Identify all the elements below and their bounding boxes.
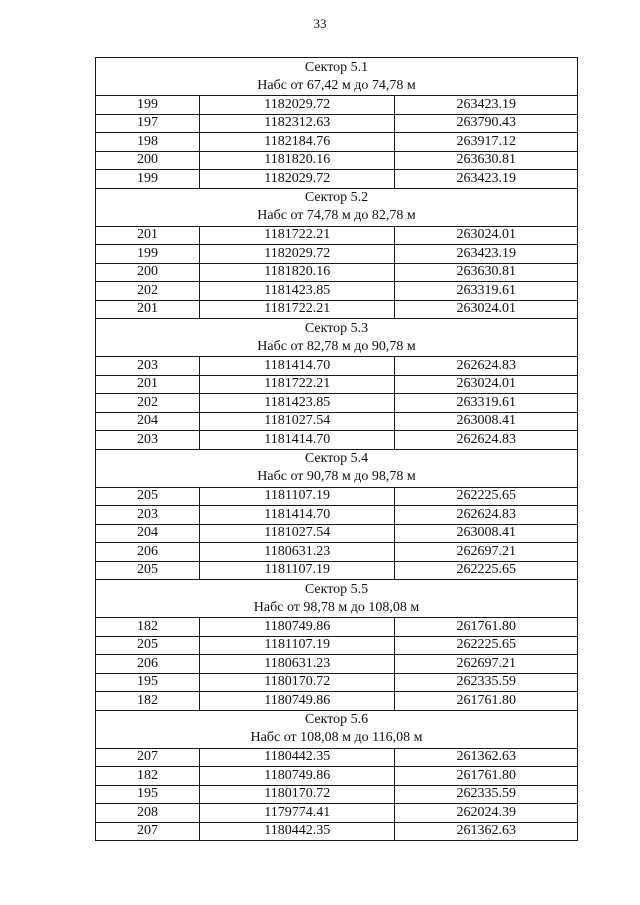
x-coordinate-cell: 1180749.86	[200, 767, 395, 786]
table-row	[96, 226, 578, 245]
sector-name: Сектор 5.5	[304, 581, 369, 597]
point-number-cell: 201	[96, 300, 200, 319]
sector-height-range: Набс от 67,42 м до 74,78 м	[257, 77, 416, 93]
sector-header-row	[96, 188, 578, 226]
y-coordinate-cell: 262624.83	[395, 357, 578, 376]
y-coordinate-cell: 262225.65	[395, 636, 578, 655]
point-number-cell: 195	[96, 785, 200, 804]
x-coordinate-cell: 1182184.76	[200, 133, 395, 152]
x-coordinate-cell: 1181414.70	[200, 506, 395, 525]
x-coordinate-cell: 1180631.23	[200, 655, 395, 674]
y-coordinate-cell: 261761.80	[395, 618, 578, 637]
table-row	[96, 804, 578, 823]
sector-name: Сектор 5.1	[304, 59, 369, 75]
point-number-cell: 203	[96, 431, 200, 450]
x-coordinate-cell: 1180631.23	[200, 543, 395, 562]
point-number-cell: 202	[96, 282, 200, 301]
x-coordinate-cell: 1180749.86	[200, 618, 395, 637]
y-coordinate-cell: 262225.65	[395, 487, 578, 506]
point-number-cell: 204	[96, 412, 200, 431]
sector-name: Сектор 5.2	[304, 190, 369, 205]
table-row	[96, 618, 578, 637]
point-number-cell: 195	[96, 673, 200, 692]
y-coordinate-cell: 262624.83	[395, 506, 578, 525]
sector-header	[96, 580, 578, 618]
y-coordinate-cell: 261362.63	[395, 748, 578, 767]
table-row	[96, 692, 578, 711]
sector-header-row	[96, 710, 578, 748]
point-number-cell: 198	[96, 133, 200, 152]
sector-name: Сектор 5.6	[304, 712, 369, 727]
table-row	[96, 357, 578, 376]
point-number-cell: 197	[96, 114, 200, 133]
point-number-cell: 207	[96, 822, 200, 841]
y-coordinate-cell: 263008.41	[395, 524, 578, 543]
point-number-cell: 207	[96, 748, 200, 767]
y-coordinate-cell: 262624.83	[395, 431, 578, 450]
table-row	[96, 114, 578, 133]
y-coordinate-cell: 261761.80	[395, 767, 578, 786]
x-coordinate-cell: 1181027.54	[200, 524, 395, 543]
table-row	[96, 785, 578, 804]
x-coordinate-cell: 1181107.19	[200, 487, 395, 506]
sector-header-row	[96, 580, 578, 618]
table-row	[96, 561, 578, 580]
y-coordinate-cell: 263790.43	[395, 114, 578, 133]
point-number-cell: 182	[96, 618, 200, 637]
point-number-cell: 208	[96, 804, 200, 823]
x-coordinate-cell: 1181027.54	[200, 412, 395, 431]
x-coordinate-cell: 1180170.72	[200, 673, 395, 692]
point-number-cell: 200	[96, 263, 200, 282]
point-number-cell: 205	[96, 487, 200, 506]
sector-height-range: Набс от 74,78 м до 82,78 м	[257, 208, 416, 223]
sector-name: Сектор 5.4	[304, 451, 369, 466]
table-row	[96, 431, 578, 450]
y-coordinate-cell: 261362.63	[395, 822, 578, 841]
x-coordinate-cell: 1181820.16	[200, 151, 395, 170]
y-coordinate-cell: 263630.81	[395, 263, 578, 282]
x-coordinate-cell: 1181107.19	[200, 636, 395, 655]
sector-header-row	[96, 58, 578, 96]
table-row	[96, 636, 578, 655]
point-number-cell: 200	[96, 151, 200, 170]
x-coordinate-cell: 1180442.35	[200, 748, 395, 767]
x-coordinate-cell: 1181423.85	[200, 282, 395, 301]
y-coordinate-cell: 262335.59	[395, 785, 578, 804]
y-coordinate-cell: 263024.01	[395, 226, 578, 245]
x-coordinate-cell: 1182029.72	[200, 245, 395, 264]
table-row	[96, 655, 578, 674]
y-coordinate-cell: 262024.39	[395, 804, 578, 823]
y-coordinate-cell: 263024.01	[395, 375, 578, 394]
y-coordinate-cell: 263917.12	[395, 133, 578, 152]
point-number-cell: 205	[96, 636, 200, 655]
point-number-cell: 199	[96, 96, 200, 115]
y-coordinate-cell: 262335.59	[395, 673, 578, 692]
point-number-cell: 202	[96, 394, 200, 413]
point-number-cell: 199	[96, 245, 200, 264]
point-number-cell: 182	[96, 767, 200, 786]
table-row	[96, 375, 578, 394]
y-coordinate-cell: 262697.21	[395, 655, 578, 674]
coordinates-table-body	[96, 58, 578, 841]
table-row	[96, 245, 578, 264]
point-number-cell: 203	[96, 506, 200, 525]
x-coordinate-cell: 1181722.21	[200, 375, 395, 394]
table-row	[96, 300, 578, 319]
sector-header	[96, 710, 578, 748]
sector-header-row	[96, 449, 578, 487]
sector-header	[96, 319, 578, 357]
x-coordinate-cell: 1180749.86	[200, 692, 395, 711]
sector-name: Сектор 5.3	[304, 320, 369, 336]
point-number-cell: 203	[96, 357, 200, 376]
page-number: 33	[313, 16, 327, 31]
point-number-cell: 201	[96, 226, 200, 245]
table-row	[96, 263, 578, 282]
table-row	[96, 282, 578, 301]
sector-header	[96, 58, 578, 96]
point-number-cell: 204	[96, 524, 200, 543]
y-coordinate-cell: 263319.61	[395, 394, 578, 413]
sector-height-range: Набс от 90,78 м до 98,78 м	[257, 469, 416, 484]
x-coordinate-cell: 1182312.63	[200, 114, 395, 133]
table-row	[96, 673, 578, 692]
table-row	[96, 822, 578, 841]
table-row	[96, 543, 578, 562]
point-number-cell: 201	[96, 375, 200, 394]
x-coordinate-cell: 1180170.72	[200, 785, 395, 804]
x-coordinate-cell: 1181414.70	[200, 357, 395, 376]
sector-height-range: Набс от 98,78 м до 108,08 м	[253, 599, 420, 615]
x-coordinate-cell: 1179774.41	[200, 804, 395, 823]
sector-height-range: Набс от 108,08 м до 116,08 м	[250, 730, 423, 745]
y-coordinate-cell: 261761.80	[395, 692, 578, 711]
table-row	[96, 170, 578, 189]
point-number-cell: 199	[96, 170, 200, 189]
coordinates-table	[95, 57, 578, 841]
y-coordinate-cell: 263008.41	[395, 412, 578, 431]
x-coordinate-cell: 1181820.16	[200, 263, 395, 282]
sector-header-row	[96, 319, 578, 357]
table-row	[96, 506, 578, 525]
point-number-cell: 206	[96, 543, 200, 562]
table-row	[96, 412, 578, 431]
sector-header	[96, 449, 578, 487]
y-coordinate-cell: 263423.19	[395, 245, 578, 264]
table-row	[96, 487, 578, 506]
y-coordinate-cell: 262697.21	[395, 543, 578, 562]
x-coordinate-cell: 1181423.85	[200, 394, 395, 413]
y-coordinate-cell: 263319.61	[395, 282, 578, 301]
x-coordinate-cell: 1182029.72	[200, 96, 395, 115]
y-coordinate-cell: 263423.19	[395, 170, 578, 189]
x-coordinate-cell: 1182029.72	[200, 170, 395, 189]
table-row	[96, 524, 578, 543]
x-coordinate-cell: 1180442.35	[200, 822, 395, 841]
y-coordinate-cell: 263630.81	[395, 151, 578, 170]
y-coordinate-cell: 262225.65	[395, 561, 578, 580]
point-number-cell: 206	[96, 655, 200, 674]
sector-height-range: Набс от 82,78 м до 90,78 м	[257, 338, 416, 354]
x-coordinate-cell: 1181414.70	[200, 431, 395, 450]
point-number-cell: 182	[96, 692, 200, 711]
table-row	[96, 748, 578, 767]
y-coordinate-cell: 263024.01	[395, 300, 578, 319]
table-row	[96, 767, 578, 786]
table-row	[96, 133, 578, 152]
table-row	[96, 96, 578, 115]
x-coordinate-cell: 1181722.21	[200, 300, 395, 319]
table-row	[96, 151, 578, 170]
point-number-cell: 205	[96, 561, 200, 580]
y-coordinate-cell: 263423.19	[395, 96, 578, 115]
x-coordinate-cell: 1181722.21	[200, 226, 395, 245]
sector-header	[96, 188, 578, 226]
x-coordinate-cell: 1181107.19	[200, 561, 395, 580]
table-row	[96, 394, 578, 413]
